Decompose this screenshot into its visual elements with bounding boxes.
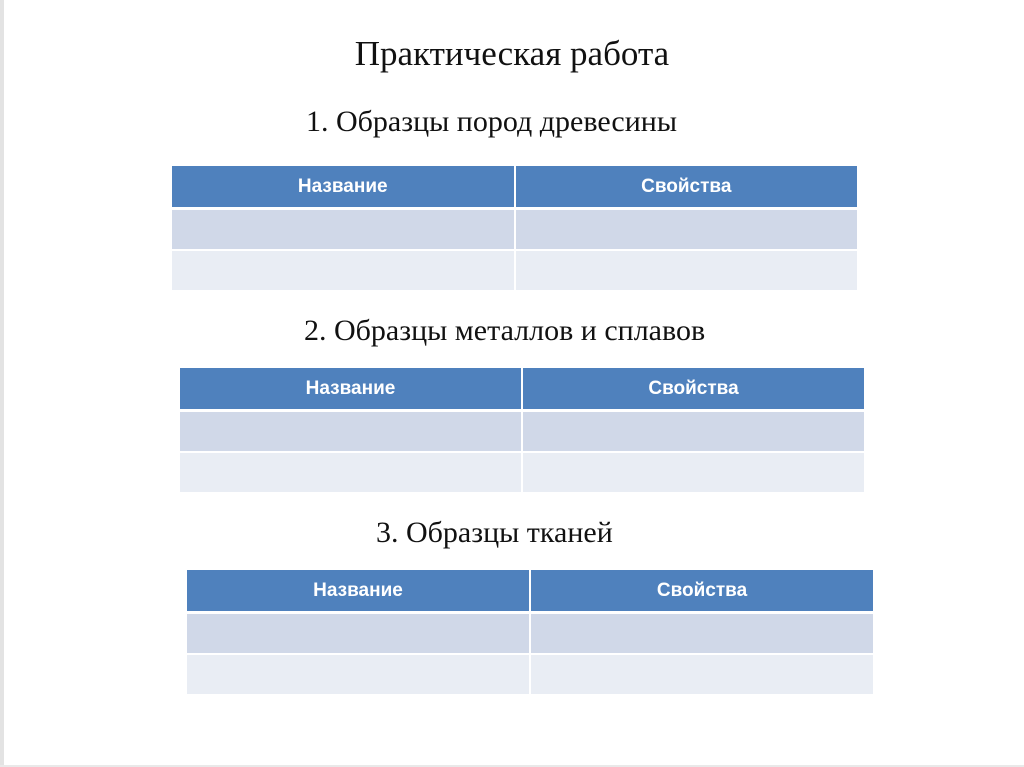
section-heading-fabrics: 3. Образцы тканей: [376, 516, 613, 549]
column-header-properties: Свойства: [522, 368, 864, 411]
table-cell-name[interactable]: [180, 452, 522, 492]
table-row: [187, 613, 873, 655]
section-heading-wood: 1. Образцы пород древесины: [306, 105, 677, 138]
table-cell-properties[interactable]: [515, 250, 858, 290]
table-row: [180, 411, 864, 453]
table-header-row: [187, 570, 873, 613]
table-cell-properties[interactable]: [530, 613, 873, 655]
table-row: [180, 452, 864, 492]
table-row: [187, 654, 873, 694]
table-cell-name[interactable]: [187, 654, 530, 694]
table-cell-name[interactable]: [172, 209, 515, 251]
column-header-name: Название: [187, 570, 530, 613]
table-header-row: [172, 166, 857, 209]
table-wood-samples: [172, 166, 857, 290]
section-heading-metals: 2. Образцы металлов и сплавов: [304, 314, 706, 347]
table-cell-properties[interactable]: [522, 452, 864, 492]
table-cell-properties[interactable]: [530, 654, 873, 694]
table-cell-name[interactable]: [172, 250, 515, 290]
table-header-row: [180, 368, 864, 411]
table-cell-properties[interactable]: [515, 209, 858, 251]
column-header-properties: Свойства: [530, 570, 873, 613]
table-metal-samples: [180, 368, 864, 492]
column-header-name: Название: [180, 368, 522, 411]
table-cell-properties[interactable]: [522, 411, 864, 453]
table-fabric-samples: [187, 570, 873, 694]
table-cell-name[interactable]: [180, 411, 522, 453]
column-header-properties: Свойства: [515, 166, 858, 209]
table-cell-name[interactable]: [187, 613, 530, 655]
slide-title: Практическая работа: [354, 34, 670, 73]
table-row: [172, 250, 857, 290]
column-header-name: Название: [172, 166, 515, 209]
slide-left-edge: [0, 0, 4, 767]
table-row: [172, 209, 857, 251]
